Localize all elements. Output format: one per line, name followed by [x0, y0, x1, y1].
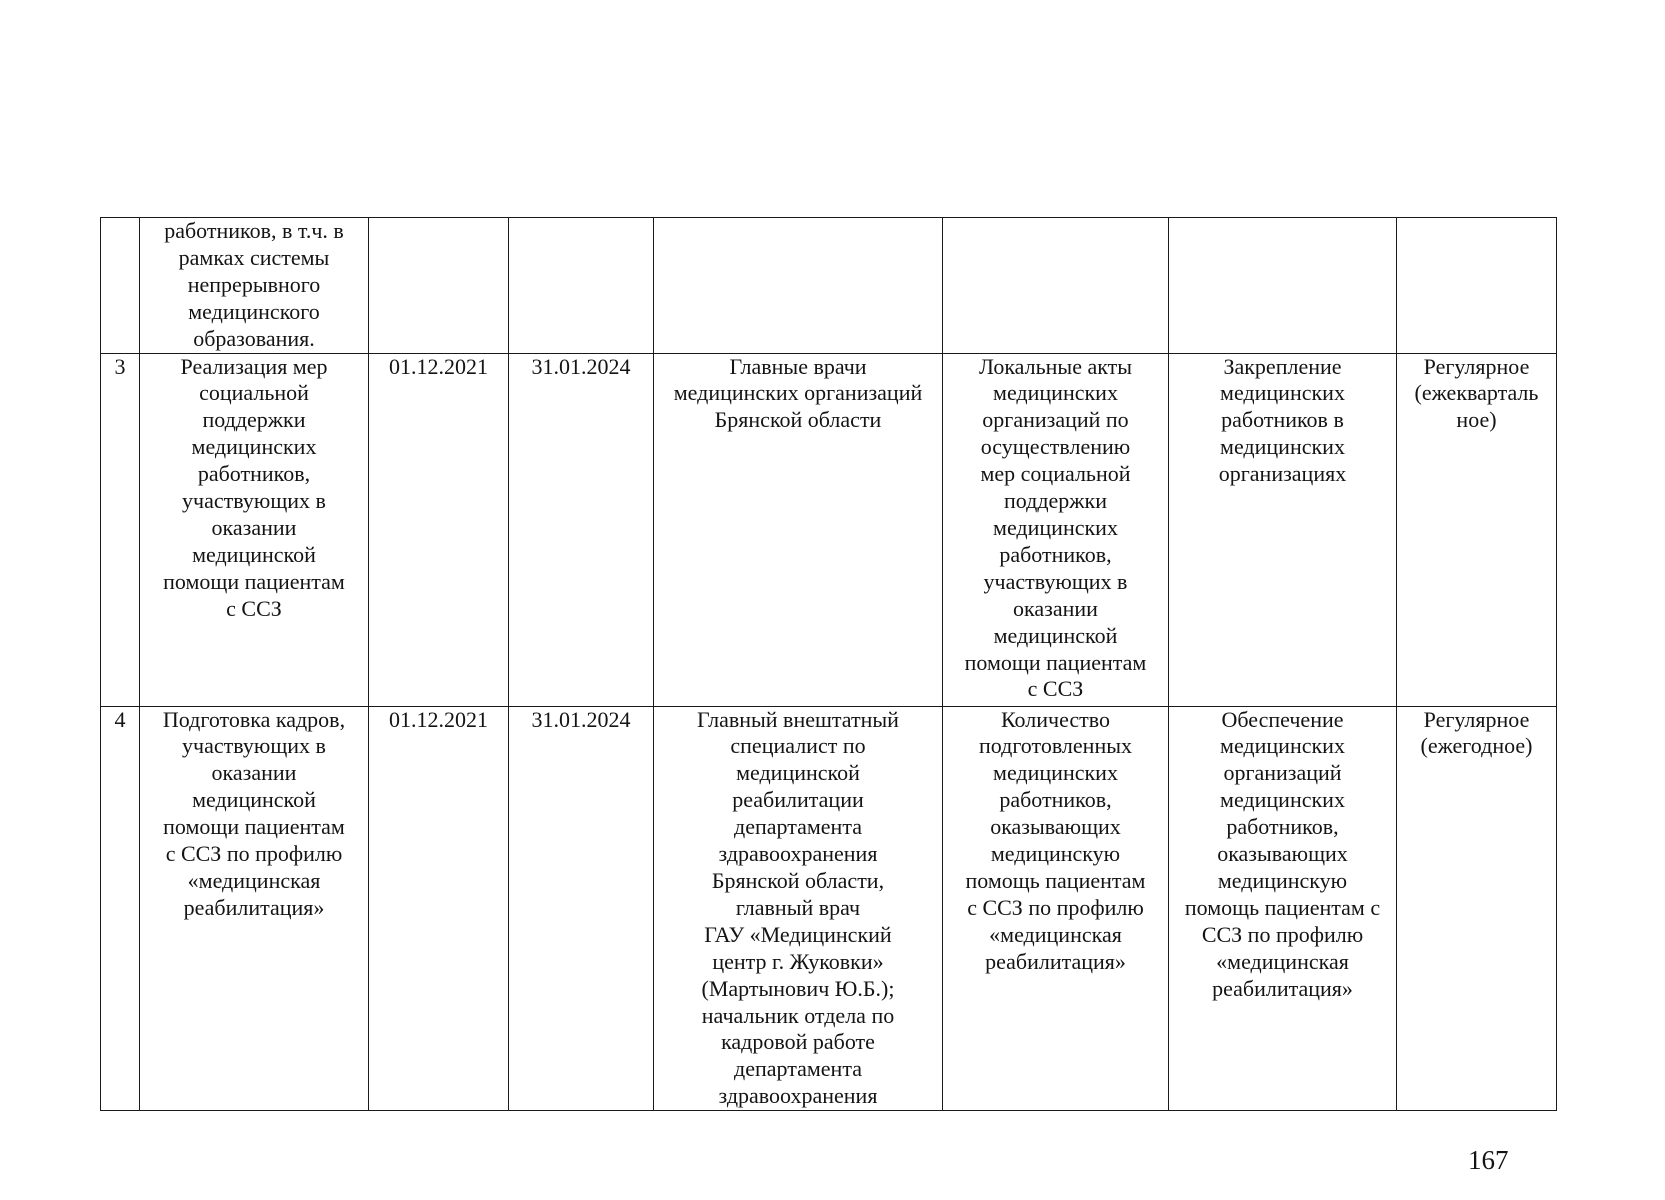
cell-periodicity [1397, 706, 1557, 1111]
cell-text-line: работников, [197, 461, 311, 487]
cell-text-line: 01.12.2021 [389, 353, 488, 379]
cell-text-line: медицинских [1220, 733, 1345, 759]
cell-text-line: реабилитация» [985, 948, 1126, 974]
table-row [101, 218, 1557, 354]
cell-end-date [509, 218, 654, 354]
cell-text-line: непрерывного [187, 271, 321, 297]
cell-text-line: работников, [999, 787, 1112, 813]
cell-text-line: медицинских организаций [673, 380, 923, 406]
cell-periodicity [1397, 353, 1557, 706]
cell-text-line: медицинских [191, 434, 317, 460]
cell-result-type [943, 353, 1169, 706]
cell-text-line: «медицинская [1216, 948, 1349, 974]
page-number: 167 [1468, 1145, 1509, 1175]
cell-text-line: медицинского [188, 298, 320, 324]
cell-text-line: участвующих в [983, 568, 1128, 594]
cell-text-line: Закрепление [1223, 353, 1342, 379]
cell-text-line: с ССЗ [226, 595, 282, 621]
cell-responsible [654, 218, 943, 354]
cell-row-number [101, 218, 140, 354]
cell-text-line: социальной [199, 380, 309, 406]
cell-text-line: с ССЗ [1027, 676, 1084, 702]
cell-text-line: ССЗ по профилю [1201, 921, 1364, 947]
cell-text-line: медицинских [993, 514, 1118, 540]
cell-result-description [1169, 218, 1397, 354]
cell-text-line: помощи пациентам [163, 814, 345, 840]
cell-text-line: медицинских [993, 760, 1118, 786]
cell-text-line: мер социальной [980, 461, 1131, 487]
cell-text-line: (ежегодное) [1420, 733, 1533, 759]
cell-text-line: центр г. Жуковки» [712, 948, 884, 974]
cell-text-line: здравоохранения [718, 841, 878, 867]
cell-measure-name [140, 218, 369, 354]
cell-text-line: медицинскую [990, 841, 1121, 867]
cell-row-number [101, 353, 140, 706]
cell-text-line: медицинской [192, 787, 316, 813]
cell-text-line: Реализация мер [180, 353, 328, 379]
cell-text-line: реабилитации [732, 787, 864, 813]
cell-text-line: медицинских [1220, 787, 1345, 813]
cell-text-line: поддержки [202, 407, 306, 433]
cell-text-line: 01.12.2021 [389, 706, 488, 732]
cell-text-line: кадровой работе [721, 1029, 875, 1055]
cell-text-line: с ССЗ по профилю [967, 894, 1144, 920]
cell-text-line: работников, [999, 541, 1112, 567]
cell-start-date [369, 218, 509, 354]
cell-text-line: организаций по [982, 407, 1129, 433]
cell-responsible [654, 706, 943, 1111]
table-row [101, 706, 1557, 1111]
cell-text-line: помощи пациентам [964, 649, 1147, 675]
cell-text-line: реабилитация» [183, 894, 325, 920]
cell-text-line: здравоохранения [718, 1083, 878, 1109]
cell-text-line: Главные врачи [729, 353, 867, 379]
cell-text-line: помощь пациентам [965, 867, 1146, 893]
cell-text-line: департамента [734, 1056, 862, 1082]
cell-row-number [101, 706, 140, 1111]
cell-start-date [369, 353, 509, 706]
cell-text-line: оказании [1013, 595, 1098, 621]
cell-text-line: Регулярное [1423, 353, 1530, 379]
cell-text-line: образования. [193, 325, 315, 351]
cell-text-line: Регулярное [1423, 706, 1530, 732]
cell-text-line: оказывающих [1217, 841, 1348, 867]
cell-measure-name [140, 706, 369, 1111]
cell-text-line: Локальные акты [978, 353, 1133, 379]
cell-text-line: ГАУ «Медицинский [704, 921, 892, 947]
cell-text-line: «медицинская [989, 921, 1122, 947]
cell-end-date [509, 706, 654, 1111]
cell-measure-name [140, 353, 369, 706]
cell-periodicity [1397, 218, 1557, 354]
cell-text-line: поддержки [1004, 488, 1107, 514]
cell-text-line: с ССЗ по профилю [165, 841, 343, 867]
cell-text-line: работников в [1221, 407, 1344, 433]
cell-text-line: медицинской [192, 541, 316, 567]
cell-text-line: специалист по [730, 733, 866, 759]
cell-text-line: оказании [211, 514, 297, 540]
cell-text-line: Обеспечение [1221, 706, 1344, 732]
cell-text-line: оказании [211, 760, 297, 786]
cell-text-line: медицинских [1220, 434, 1345, 460]
cell-text-line: Подготовка кадров, [162, 706, 346, 732]
cell-text-line: работников, в т.ч. в [164, 218, 344, 243]
cell-result-type [943, 218, 1169, 354]
measures-table [100, 217, 1557, 1111]
cell-text-line: (ежекварталь [1414, 380, 1539, 406]
cell-text-line: рамках системы [178, 244, 330, 270]
cell-text-line: начальник отдела по [701, 1002, 895, 1028]
cell-text-line: медицинской [736, 760, 860, 786]
cell-text-line: медицинских [993, 380, 1118, 406]
cell-text-line: помощи пациентам [163, 568, 345, 594]
cell-text-line: «медицинская [187, 867, 321, 893]
cell-text-line: главный врач [735, 894, 861, 920]
cell-text-line: 31.01.2024 [531, 706, 631, 732]
cell-result-type [943, 706, 1169, 1111]
cell-text-line: Брянской области, [711, 867, 885, 893]
cell-text-line: департамента [734, 814, 862, 840]
cell-text-line: медицинскую [1217, 867, 1348, 893]
cell-text-line: Количество [1000, 706, 1111, 732]
cell-start-date [369, 706, 509, 1111]
cell-text-line: Брянской области [714, 407, 882, 433]
cell-text-line: реабилитация» [1212, 975, 1353, 1001]
cell-text-line: Главный внештатный [697, 706, 899, 732]
cell-text-line: медицинской [993, 622, 1118, 648]
cell-text-line: организациях [1218, 461, 1347, 487]
cell-responsible [654, 353, 943, 706]
cell-text-line: 3 [114, 353, 126, 379]
cell-text-line: организаций [1223, 760, 1342, 786]
cell-text-line: ное) [1456, 407, 1497, 433]
cell-text-line: медицинских [1220, 380, 1345, 406]
cell-text-line: участвующих в [182, 488, 326, 514]
cell-end-date [509, 353, 654, 706]
cell-text-line: 4 [114, 706, 126, 732]
cell-result-description [1169, 353, 1397, 706]
cell-result-description [1169, 706, 1397, 1111]
cell-text-line: 31.01.2024 [531, 353, 631, 379]
cell-text-line: (Мартынович Ю.Б.); [701, 975, 895, 1001]
cell-text-line: работников, [1226, 814, 1339, 840]
cell-text-line: участвующих в [182, 733, 326, 759]
cell-text-line: осуществлению [980, 434, 1131, 460]
cell-text-line: помощь пациентам с [1184, 894, 1381, 920]
table-row [101, 353, 1557, 706]
cell-text-line: подготовленных [978, 733, 1132, 759]
cell-text-line: оказывающих [990, 814, 1121, 840]
